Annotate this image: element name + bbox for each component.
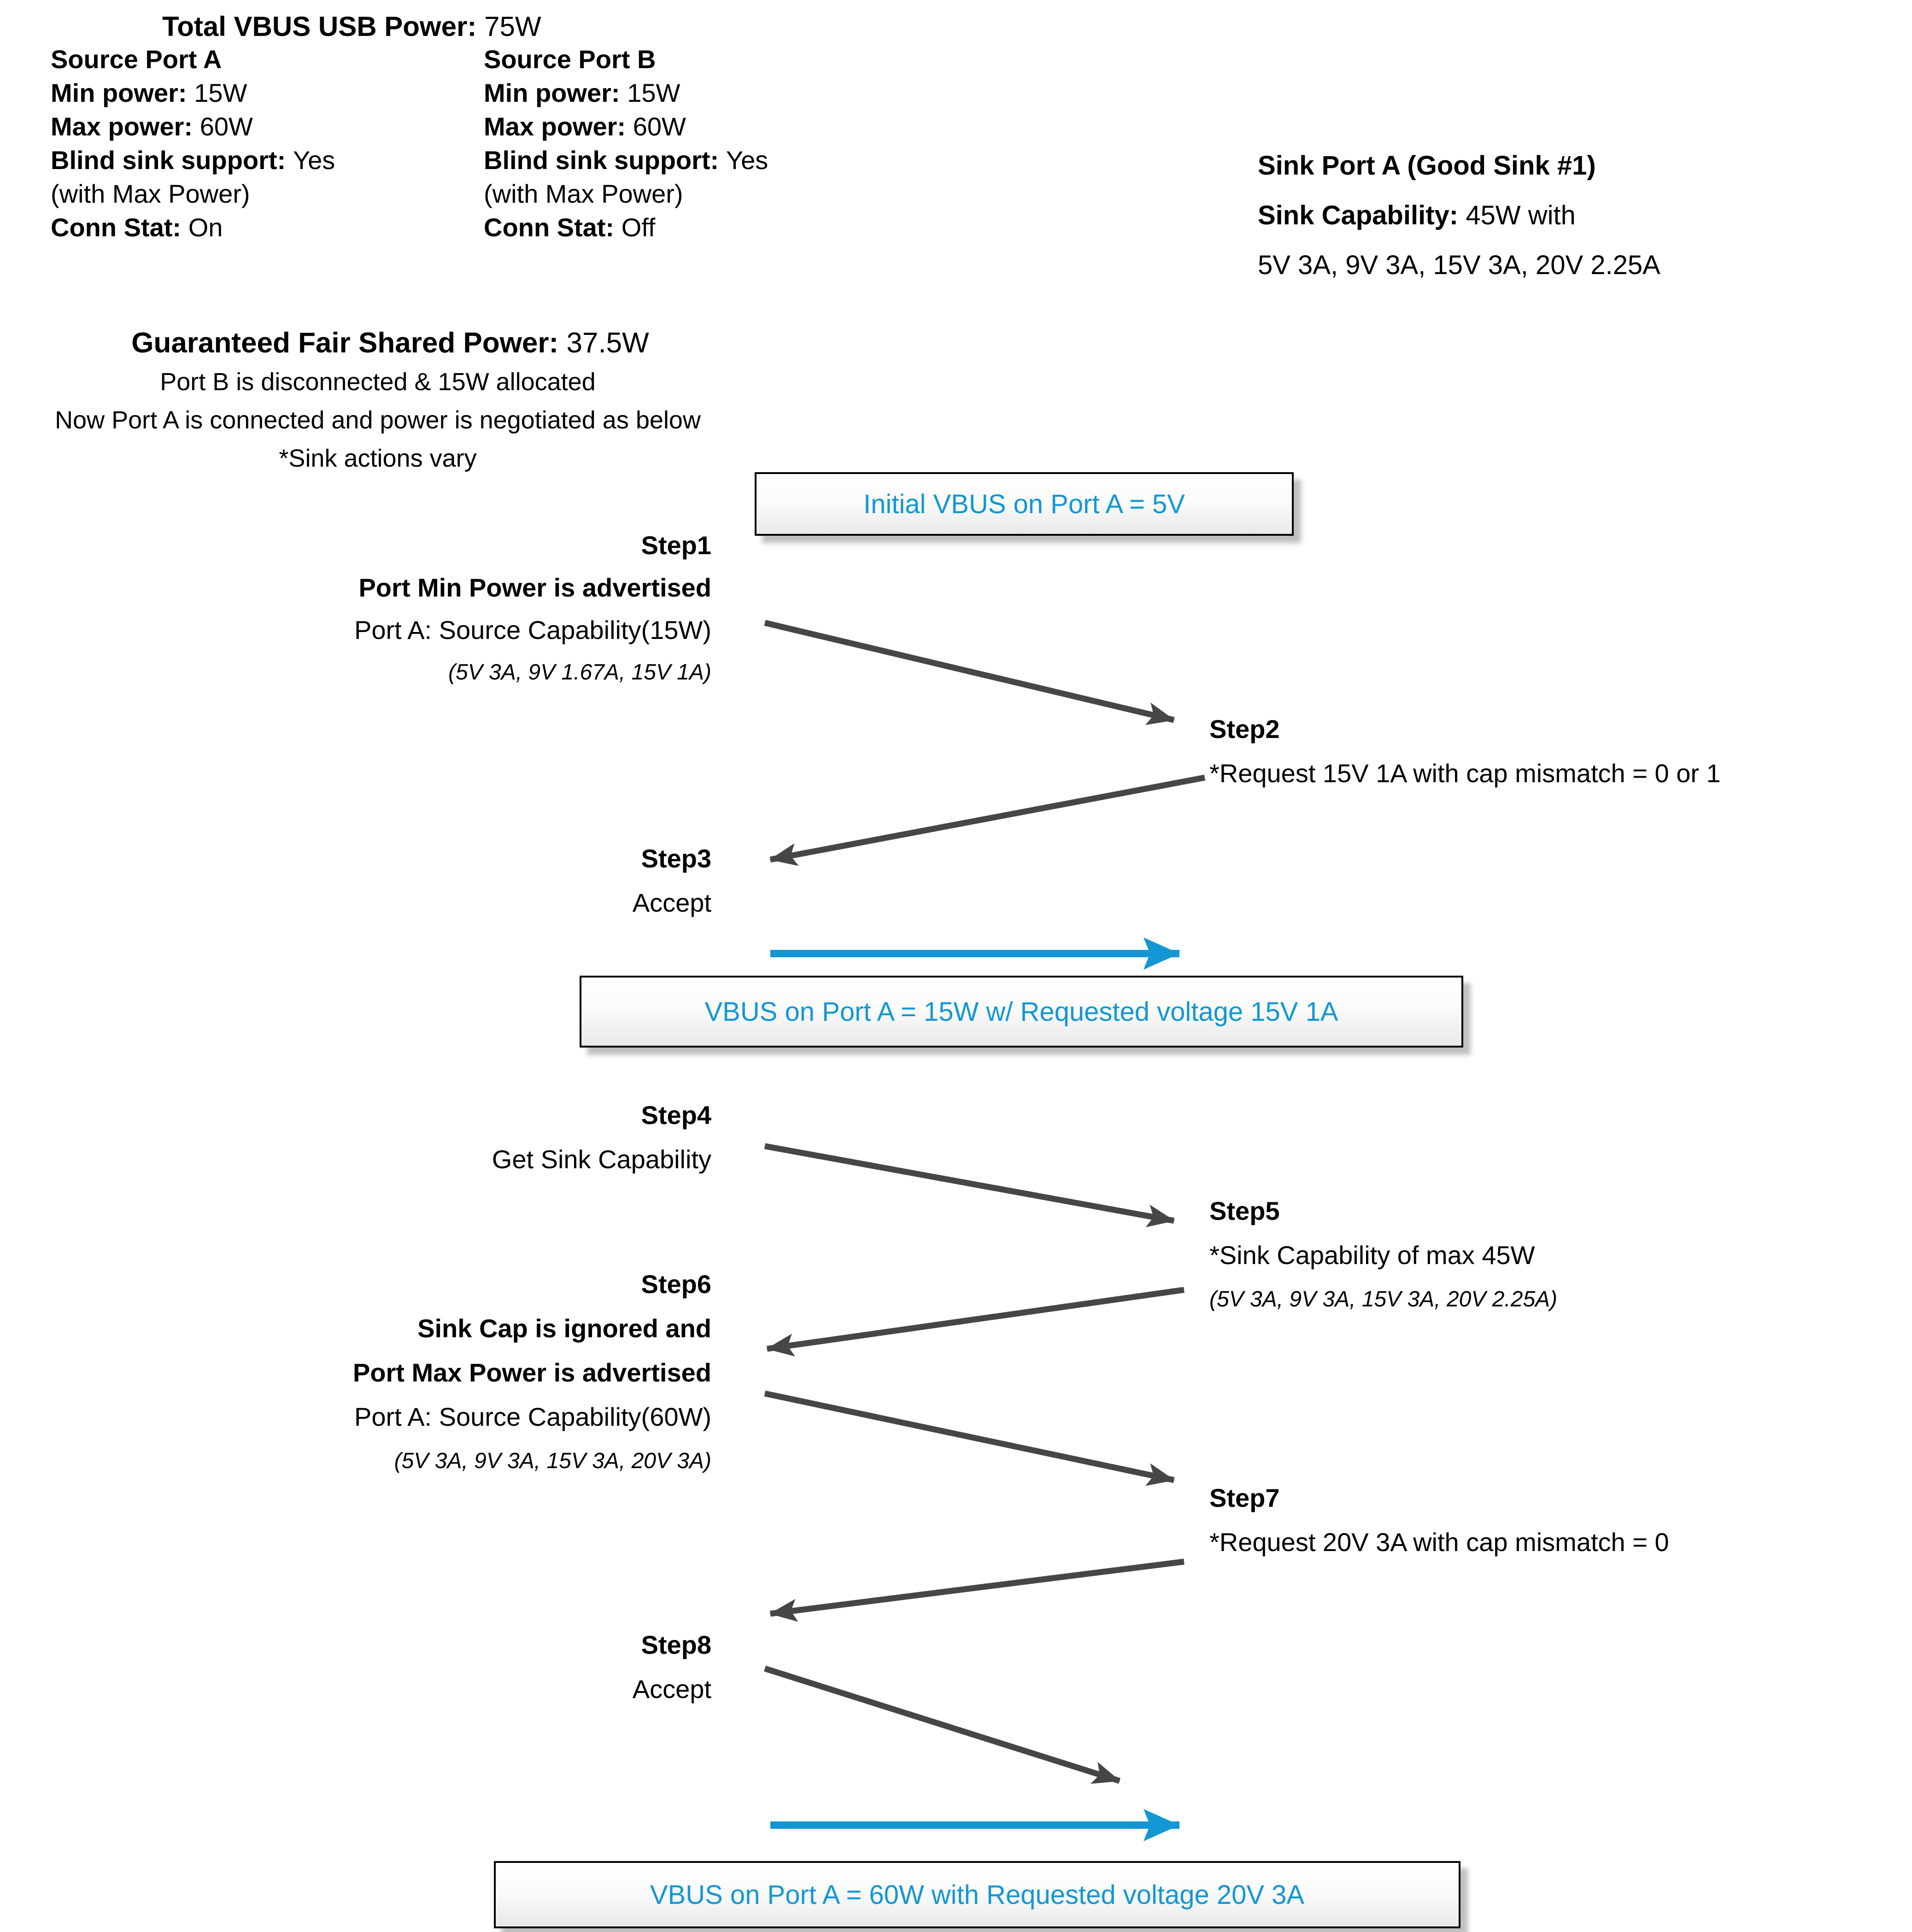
step8-block	[112, 1623, 711, 1711]
step4-title: Step4	[641, 1101, 711, 1130]
step6-normal-line: Port A: Source Capability(60W)	[354, 1402, 711, 1431]
step1-normal-line: Port A: Source Capability(15W)	[354, 615, 711, 644]
arrow-step5-to-step6	[767, 1290, 1184, 1349]
step3-normal-line: Accept	[632, 888, 711, 917]
step5-title: Step5	[1209, 1196, 1280, 1225]
port-b-conn-stat: Conn Stat: Off	[484, 213, 656, 242]
port-a-blind-sink: Blind sink support: Yes	[51, 146, 335, 175]
status-box-mid-vbus	[580, 976, 1463, 1048]
arrow-step1-to-step2	[765, 623, 1174, 720]
source-port-a-info	[51, 42, 335, 244]
total-power-label: Total VBUS USB Power:	[162, 11, 477, 42]
step8-normal-line: Accept	[632, 1674, 711, 1704]
step4-block	[112, 1093, 711, 1182]
status-box-initial-vbus	[755, 472, 1294, 536]
arrow-step6-to-step7	[765, 1393, 1174, 1480]
step6-bold-line2: Port Max Power is advertised	[352, 1358, 711, 1387]
fair-shared-power-line	[0, 323, 780, 363]
step6-detail-line: (5V 3A, 9V 3A, 15V 3A, 20V 3A)	[394, 1449, 711, 1473]
port-a-blind-note: (with Max Power)	[51, 179, 250, 208]
source-port-a-name: Source Port A	[51, 45, 222, 74]
port-b-max-power: Max power: 60W	[484, 112, 686, 141]
step5-detail-line: (5V 3A, 9V 3A, 15V 3A, 20V 2.25A)	[1209, 1287, 1558, 1311]
step5-block	[1209, 1189, 1912, 1322]
status-box-final-vbus	[494, 1861, 1460, 1928]
step1-detail-line: (5V 3A, 9V 1.67A, 15V 1A)	[448, 660, 711, 685]
scenario-notes	[0, 363, 756, 478]
arrow-step8-down	[765, 1669, 1120, 1781]
sink-pdo-list: 5V 3A, 9V 3A, 15V 3A, 20V 2.25A	[1258, 250, 1660, 280]
port-a-max-power: Max power: 60W	[51, 112, 253, 141]
step2-normal-line: *Request 15V 1A with cap mismatch = 0 or 1	[1209, 759, 1721, 788]
arrow-step2-to-step3	[770, 778, 1205, 860]
sink-capability-line: Sink Capability: 45W with	[1258, 200, 1576, 230]
port-b-blind-note: (with Max Power)	[484, 179, 683, 208]
step4-normal-line: Get Sink Capability	[492, 1145, 711, 1174]
step1-title: Step1	[641, 531, 711, 560]
port-b-blind-sink: Blind sink support: Yes	[484, 146, 768, 175]
arrow-step7-to-step8	[770, 1562, 1184, 1614]
step6-title: Step6	[641, 1270, 711, 1299]
status-box-mid-text: VBUS on Port A = 15W w/ Requested voltage 15V 1A	[704, 996, 1338, 1027]
total-power-value: 75W	[484, 11, 541, 42]
note-port-a-connected: Now Port A is connected and power is negotiated as below	[55, 406, 701, 434]
port-a-min-power: Min power: 15W	[51, 78, 247, 107]
note-sink-actions-vary: *Sink actions vary	[279, 445, 477, 472]
step2-block	[1209, 707, 1912, 796]
step3-title: Step3	[641, 844, 711, 873]
port-a-conn-stat: Conn Stat: On	[51, 213, 223, 242]
total-power-title	[162, 8, 541, 45]
step6-bold-line1: Sink Cap is ignored and	[417, 1314, 711, 1343]
step8-title: Step8	[641, 1630, 711, 1659]
step5-normal-line: *Sink Capability of max 45W	[1209, 1241, 1535, 1270]
status-box-initial-text: Initial VBUS on Port A = 5V	[863, 489, 1185, 519]
sink-port-a-info	[1258, 141, 1660, 290]
source-port-b-name: Source Port B	[484, 45, 656, 74]
fair-shared-power-value: 37.5W	[566, 327, 649, 359]
sink-port-title: Sink Port A (Good Sink #1)	[1258, 151, 1596, 181]
step1-bold-line: Port Min Power is advertised	[358, 573, 711, 602]
fair-shared-power-label: Guaranteed Fair Shared Power:	[131, 327, 559, 359]
step3-block	[112, 837, 711, 925]
step7-block	[1209, 1476, 1912, 1564]
step7-title: Step7	[1209, 1483, 1280, 1512]
source-port-b-info	[484, 42, 768, 244]
arrow-step4-to-step5	[765, 1146, 1174, 1221]
note-port-b-disconnected: Port B is disconnected & 15W allocated	[160, 368, 596, 396]
step7-normal-line: *Request 20V 3A with cap mismatch = 0	[1209, 1528, 1669, 1557]
step6-block	[112, 1262, 711, 1483]
step2-title: Step2	[1209, 714, 1280, 744]
step1-block	[112, 524, 711, 694]
status-box-final-text: VBUS on Port A = 60W with Requested voltage 20V 3A	[650, 1879, 1305, 1910]
port-b-min-power: Min power: 15W	[484, 78, 680, 107]
